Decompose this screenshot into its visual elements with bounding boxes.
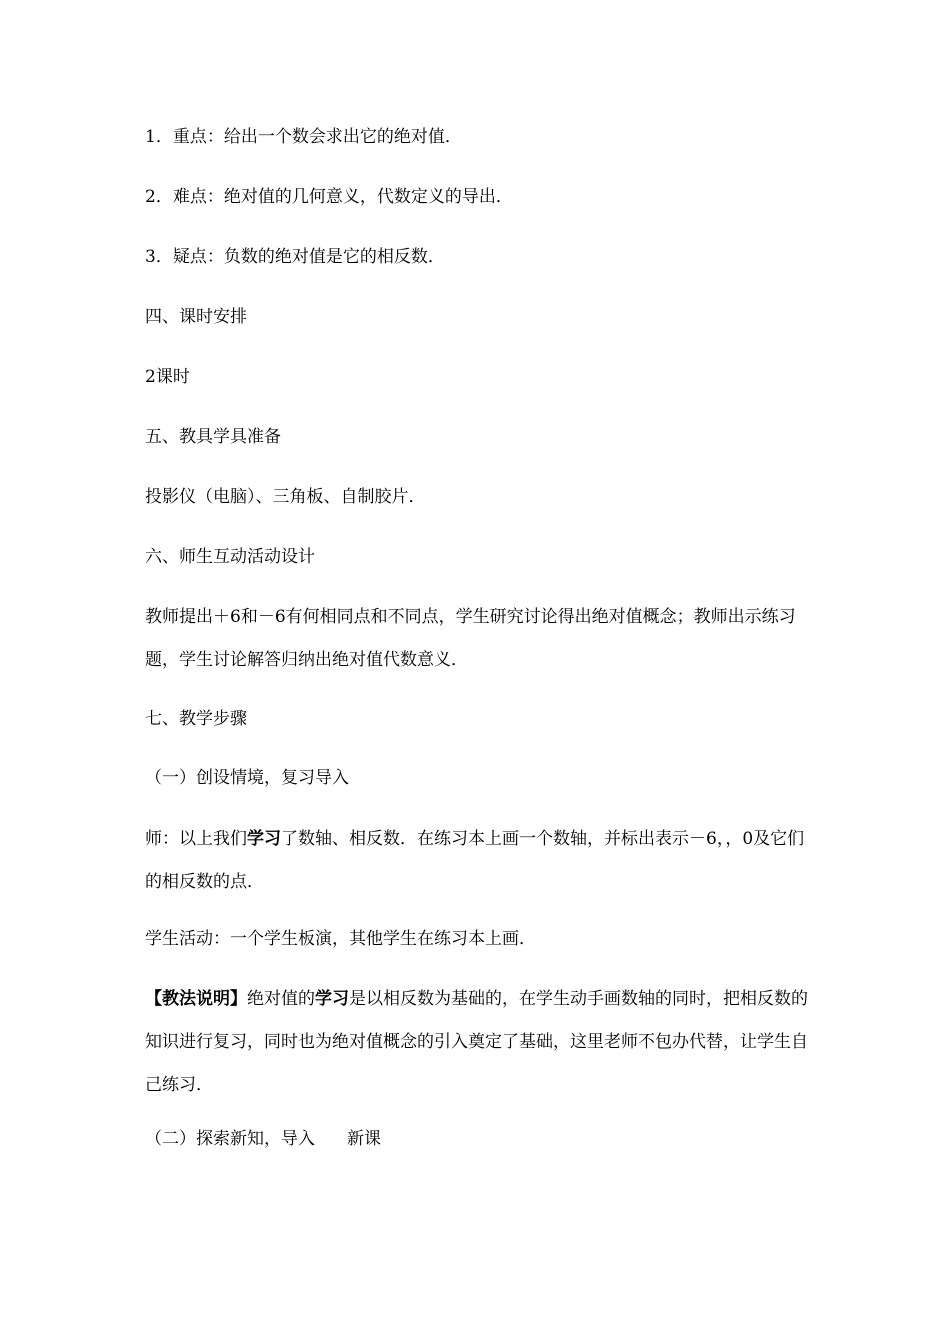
method-note-bold: 学习	[315, 989, 349, 1009]
section-heading-steps: 七、教学步骤	[145, 709, 247, 729]
method-note-paragraph	[145, 978, 810, 1107]
section-heading-schedule: 四、课时安排	[145, 307, 247, 327]
section-heading-tools: 五、教具学具准备	[145, 427, 281, 447]
section-heading-activity: 六、师生互动活动设计	[145, 547, 315, 567]
teacher-text-bold: 学习	[247, 829, 281, 849]
subsection-heading-intro: （一）创设情境，复习导入	[145, 768, 349, 788]
teacher-paragraph	[145, 818, 810, 904]
method-note-label: 【教法说明】	[145, 989, 247, 1009]
student-activity-text: 学生活动：一个学生板演，其他学生在练习本上画．	[145, 929, 536, 949]
doubt-line: 3．疑点：负数的绝对值是它的相反数．	[145, 247, 445, 267]
explore-heading-start: （二）探索新知，导入	[145, 1129, 315, 1149]
explore-heading-end: 新课	[347, 1129, 381, 1149]
key-point-line: 1．重点：给出一个数会求出它的绝对值．	[145, 127, 462, 147]
method-note-text-1: 绝对值的	[247, 989, 315, 1009]
method-note-text-2: 是以相反数为基础的，在学生动手画数轴的同时，把相反数的知识进行复习，同时也为绝对值概念的引入奠定了基础，这里老师不包办代替，让学生自己练习．	[145, 989, 808, 1095]
activity-text: 教师提出＋6和－6有何相同点和不同点，学生研究讨论得出绝对值概念；教师出示练习题，学生讨论解答归纳出绝对值代数意义．	[145, 607, 796, 670]
subsection-heading-explore	[145, 1118, 810, 1161]
teacher-text-start: 师：以上我们	[145, 829, 247, 849]
teacher-text-end: 了数轴、相反数．在练习本上画一个数轴，并标出表示－6，，0及它们的相反数的点．	[145, 829, 805, 892]
schedule-text: 2课时	[145, 367, 190, 387]
difficulty-line: 2．难点：绝对值的几何意义，代数定义的导出．	[145, 187, 513, 207]
tools-text: 投影仪（电脑）、三角板、自制胶片．	[145, 487, 426, 507]
